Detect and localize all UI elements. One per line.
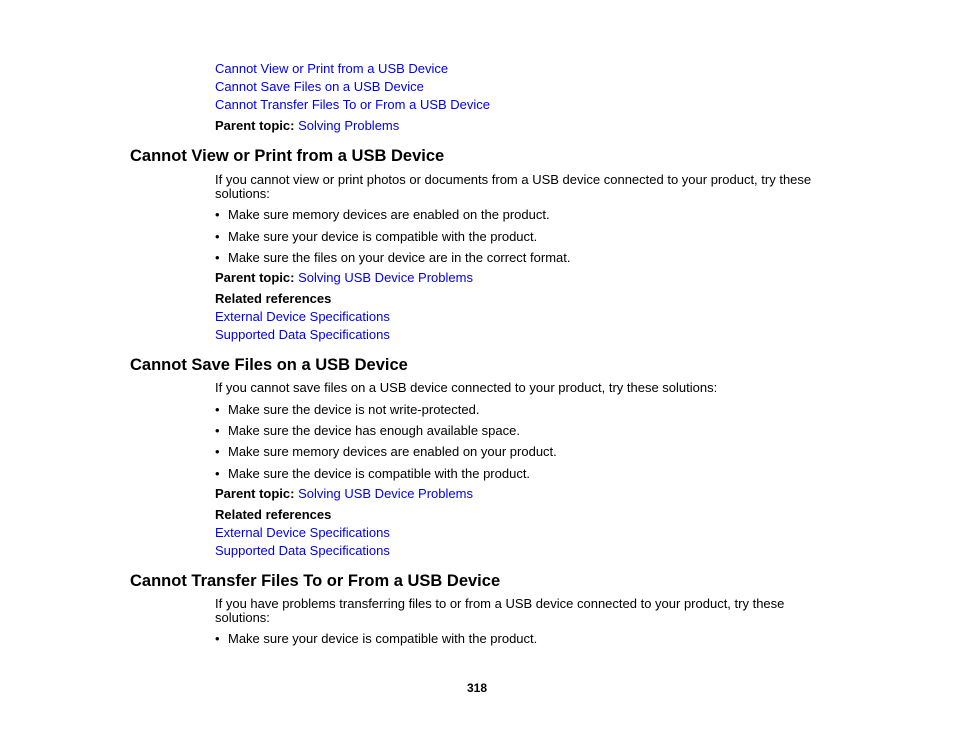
related-references-label: Related references: [215, 507, 332, 522]
list-item: • Make sure the device is not write-protected.: [215, 402, 480, 417]
bullet-list: [215, 230, 835, 244]
related-references: [215, 506, 835, 560]
section-intro: If you have problems transferring files to or from a USB device connected to your product, try these solutions:: [215, 596, 785, 625]
parent-topic: Parent topic: Solving USB Device Problems: [215, 270, 473, 285]
top-link-save-files[interactable]: Cannot Save Files on a USB Device: [215, 79, 424, 94]
top-link-transfer-files[interactable]: Cannot Transfer Files To or From a USB Device: [215, 97, 491, 112]
related-link[interactable]: External Device Specifications: [215, 309, 390, 324]
related-link[interactable]: Supported Data Specifications: [215, 327, 390, 342]
page-number: 318: [466, 681, 488, 695]
list-item: • Make sure memory devices are enabled on the product.: [215, 207, 550, 222]
list-item: • Make sure memory devices are enabled on your product.: [215, 444, 557, 459]
bullet-list: [215, 632, 835, 646]
top-link-list: [215, 60, 835, 114]
bullet-list: [215, 251, 835, 265]
section-heading: Cannot Save Files on a USB Device: [130, 356, 408, 374]
parent-topic-link[interactable]: Solving USB Device Problems: [298, 270, 473, 285]
top-parent-topic: [215, 117, 835, 135]
section-heading: Cannot Transfer Files To or From a USB Device: [130, 572, 501, 590]
bullet-list: [215, 208, 835, 222]
top-link-view-print[interactable]: Cannot View or Print from a USB Device: [215, 61, 449, 76]
list-item: • Make sure the device has enough available space.: [215, 423, 520, 438]
parent-topic-link[interactable]: Solving USB Device Problems: [298, 486, 473, 501]
bullet-list: [215, 445, 835, 459]
related-references: [215, 290, 835, 344]
list-item: • Make sure the files on your device are in the correct format.: [215, 250, 571, 265]
parent-topic-label: Parent topic:: [215, 118, 295, 133]
section-intro: If you cannot view or print photos or documents from a USB device connected to your product, try these solutions:: [215, 172, 812, 201]
section-intro: If you cannot save files on a USB device connected to your product, try these solutions:: [215, 380, 718, 395]
parent-topic-link[interactable]: Solving Problems: [298, 118, 400, 133]
parent-topic: Parent topic: Solving USB Device Problems: [215, 486, 473, 501]
list-item: • Make sure your device is compatible with the product.: [215, 631, 538, 646]
bullet-list: [215, 467, 835, 481]
related-link[interactable]: External Device Specifications: [215, 525, 390, 540]
bullet-list: [215, 403, 835, 417]
related-references-label: Related references: [215, 291, 332, 306]
list-item: • Make sure the device is compatible with the product.: [215, 466, 531, 481]
related-link[interactable]: Supported Data Specifications: [215, 543, 390, 558]
bullet-list: [215, 424, 835, 438]
list-item: • Make sure your device is compatible with the product.: [215, 229, 538, 244]
section-heading: Cannot View or Print from a USB Device: [130, 147, 445, 165]
